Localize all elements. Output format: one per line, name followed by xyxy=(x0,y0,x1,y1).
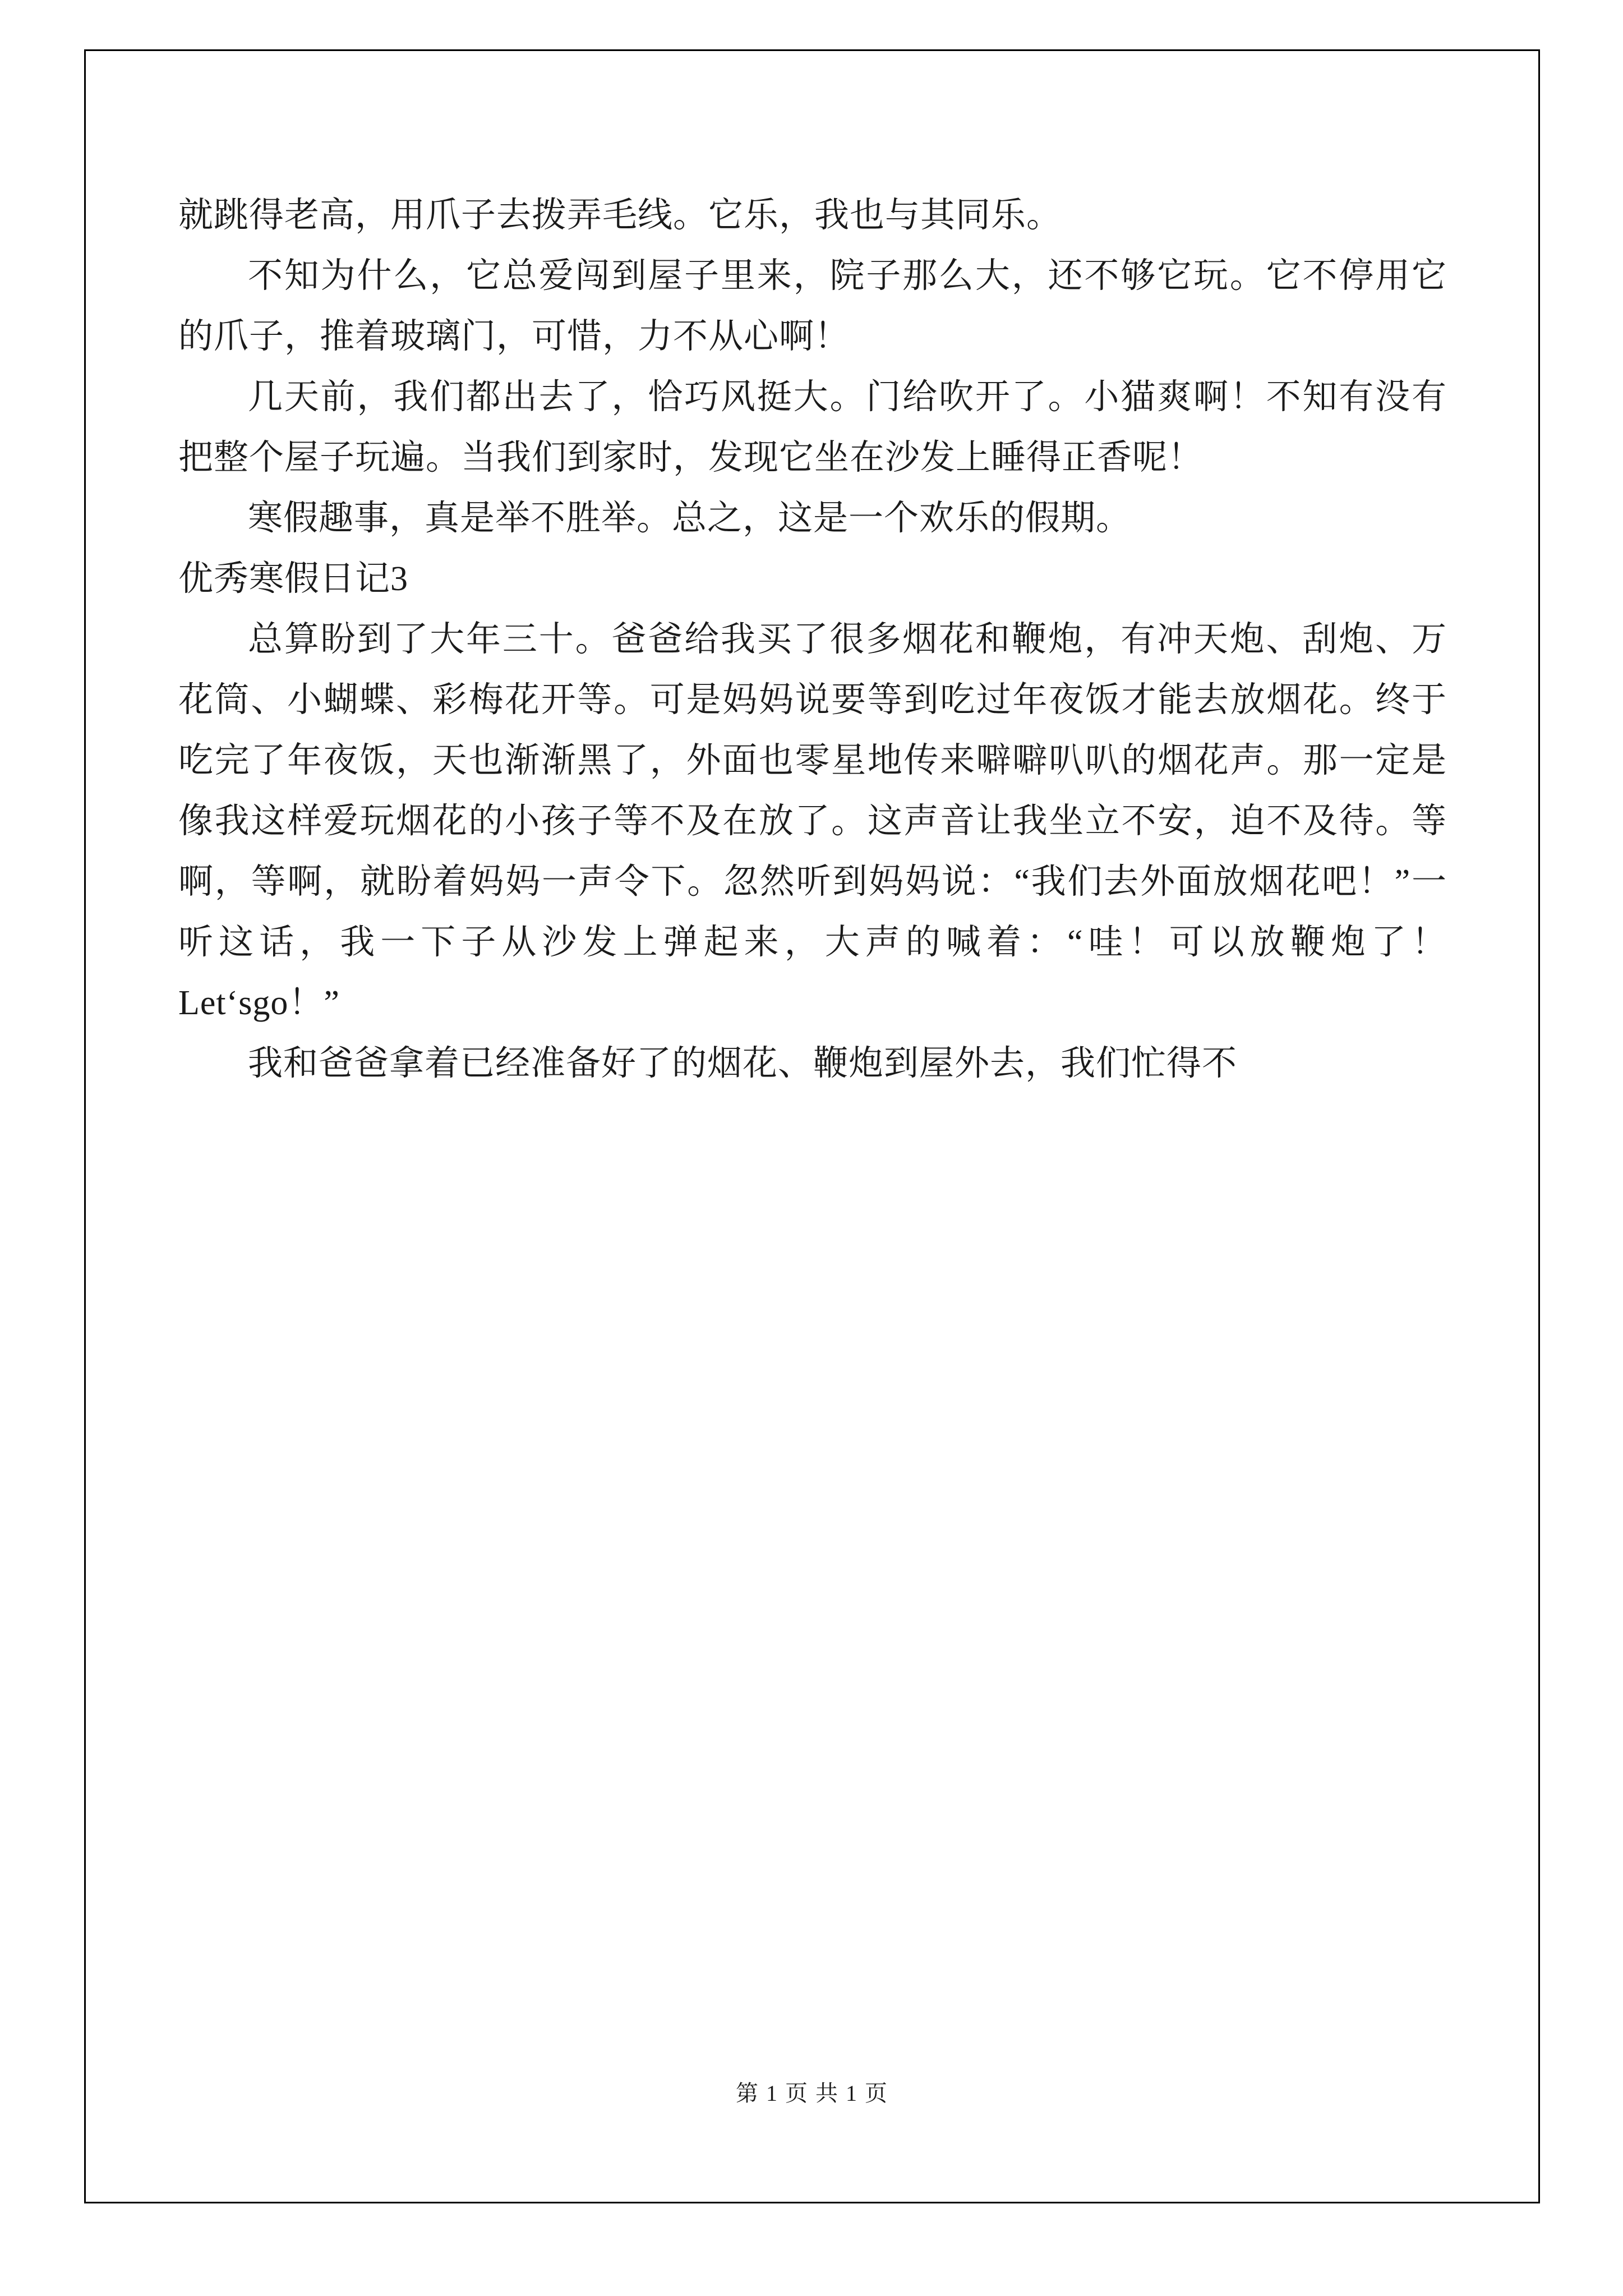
paragraph-5: 总算盼到了大年三十。爸爸给我买了很多烟花和鞭炮，有冲天炮、刮炮、万花筒、小蝴蝶、彩梅花开等。可是妈妈说要等到吃过年夜饭才能去放烟花。终于吃完了年夜饭，天也渐渐黑了，外面也零星地传来噼噼叭叭的烟花声。那一定是像我这样爱玩烟花的小孩子等不及在放了。这声音让我坐立不安，迫不及待。等啊，等啊，就盼着妈妈一声令下。忽然听到妈妈说：“我们去外面放烟花吧！”一听这话，我一下子从沙发上弹起来，大声的喊着：“哇！可以放鞭炮了！Let‘sgo！” xyxy=(178,620,1447,1022)
paragraph-3: 几天前，我们都出去了，恰巧风挺大。门给吹开了。小猫爽啊！不知有没有把整个屋子玩遍。当我们到家时，发现它坐在沙发上睡得正香呢！ xyxy=(178,378,1447,477)
paragraph-2: 不知为什么，它总爱闯到屋子里来，院子那么大，还不够它玩。它不停用它的爪子，推着玻璃门，可惜，力不从心啊！ xyxy=(178,257,1447,356)
paragraph-6: 我和爸爸拿着已经准备好了的烟花、鞭炮到屋外去，我们忙得不 xyxy=(248,1045,1238,1083)
paragraph-1: 就跳得老高，用爪子去拨弄毛线。它乐，我也与其同乐。 xyxy=(178,196,1062,234)
paragraph-4: 寒假趣事，真是举不胜举。总之，这是一个欢乐的假期。 xyxy=(248,499,1132,537)
document-content xyxy=(178,185,1447,1094)
page-footer: 第 1 页 共 1 页 xyxy=(736,2081,888,2106)
section-heading: 优秀寒假日记3 xyxy=(178,560,409,598)
